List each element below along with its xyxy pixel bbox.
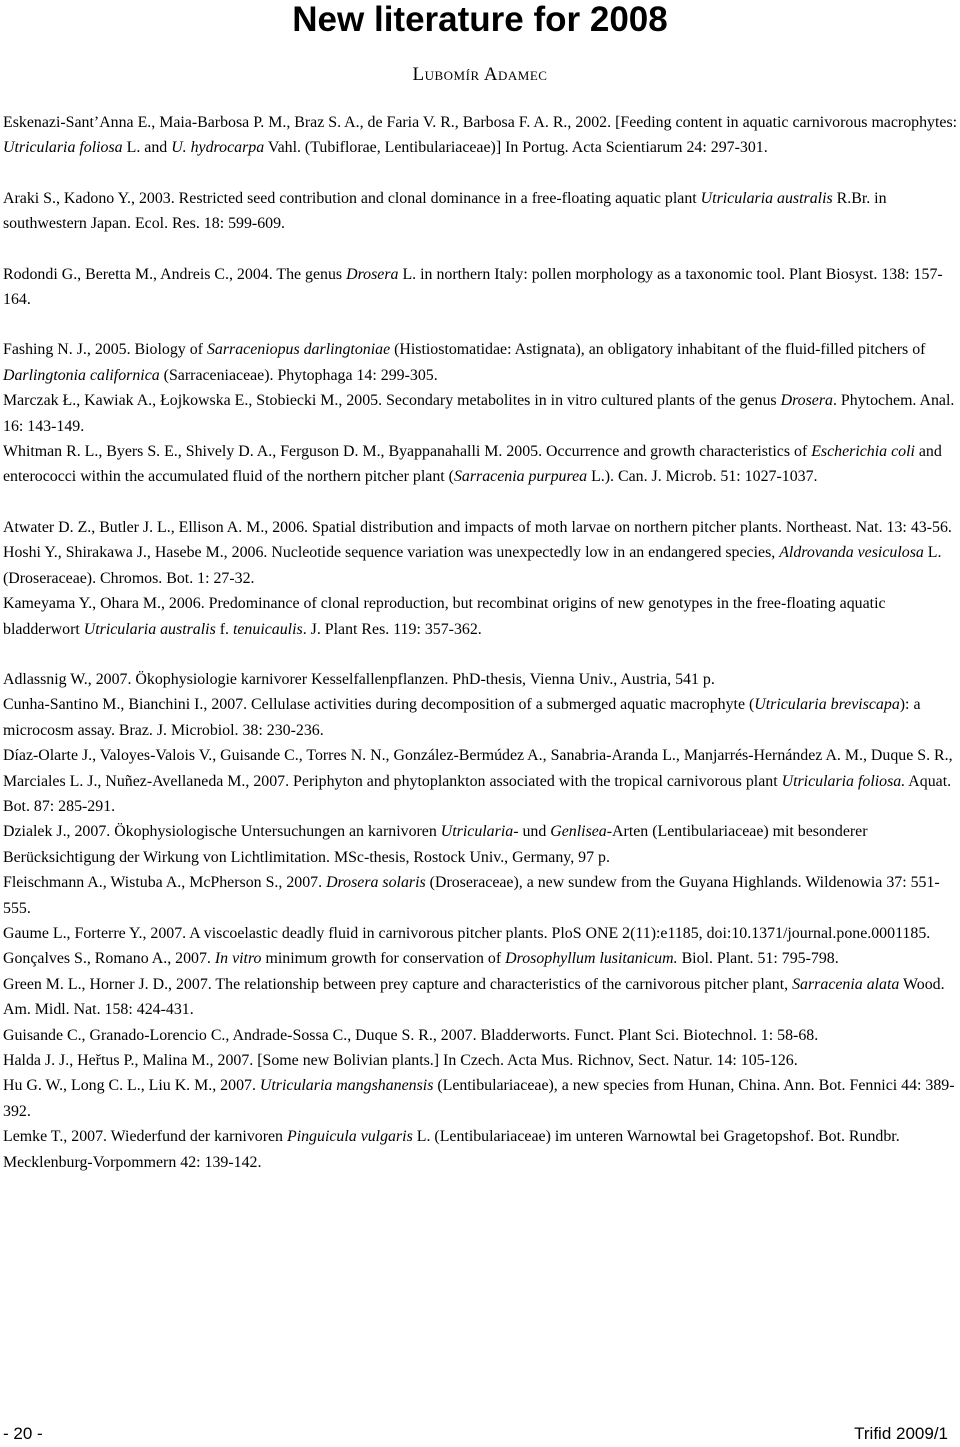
taxon-name: Drosera solaris bbox=[326, 874, 426, 892]
author-name: Lubomír Adamec bbox=[412, 64, 548, 85]
taxon-name: Utricularia mangshanensis bbox=[259, 1077, 434, 1095]
reference-text: Guisande C., Granado-Lorencio C., Andrade-Sossa C., Duque S. R., 2007. Bladderworts. Funct. Plant Sci. Biotechnol. 1: 58-68. bbox=[3, 1026, 819, 1044]
reference-entry bbox=[3, 972, 958, 1023]
reference-text: Adlassnig W., 2007. Ökophysiologie karnivorer Kesselfallenpflanzen. PhD-thesis, Vienna Univ., Austria, 541 p. bbox=[3, 670, 715, 688]
reference-text: Rodondi G., Beretta M., Andreis C., 2004. The genus bbox=[3, 265, 347, 283]
reference-text: L. (Lentibulariaceae) im unteren Warnowtal bei Gragetopshof. Bot. Rundbr. Mecklenburg-Vorpommern 42: 139-142. bbox=[3, 1128, 900, 1171]
page-footer bbox=[0, 1424, 960, 1446]
reference-entry bbox=[3, 110, 958, 161]
reference-text: (Droseraceae), a new sundew from the Guyana Highlands. Wildenowia 37: 551-555. bbox=[3, 874, 940, 917]
taxon-name: Aldrovanda vesiculosa bbox=[779, 544, 924, 562]
taxon-name: Utricularia bbox=[440, 823, 514, 841]
reference-text: Marczak Ł., Kawiak A., Łojkowska E., Stobiecki M., 2005. Secondary metabolites in in vitro cultured plants of the genus bbox=[3, 392, 781, 410]
reference-text: Gonçalves S., Romano A., 2007. bbox=[3, 950, 215, 968]
reference-text: Lemke T., 2007. Wiederfund der karnivoren bbox=[3, 1128, 287, 1146]
reference-entry bbox=[3, 337, 958, 388]
taxon-name: In vitro bbox=[214, 950, 262, 968]
reference-text: Gaume L., Forterre Y., 2007. A viscoelastic deadly fluid in carnivorous pitcher plants. PloS ONE 2(11):e1185, doi:10.1371/journal.pone.0001185. bbox=[3, 924, 931, 942]
reference-text: (Sarraceniaceae). Phytophaga 14: 299-305. bbox=[159, 366, 438, 384]
reference-text: Fleischmann A., Wistuba A., McPherson S., 2007. bbox=[3, 874, 327, 892]
reference-list bbox=[3, 110, 958, 1175]
reference-entry bbox=[3, 439, 958, 490]
reference-text: Halda J. J., Heřtus P., Malina M., 2007. [Some new Bolivian plants.] In Czech. Acta Mus. Richnov, Sect. Natur. 14: 105-126. bbox=[3, 1052, 798, 1069]
taxon-name: tenuicaulis bbox=[232, 620, 303, 638]
reference-text: Kameyama Y., Ohara M., 2006. Predominance of clonal reproduction, but recombinat origins of new genotypes in the free-floating aquatic bladderwort bbox=[3, 595, 886, 638]
reference-text: (Histiostomatidae: Astignata), an obligatory inhabitant of the fluid-filled pitchers of bbox=[390, 341, 926, 359]
reference-text: Cunha-Santino M., Bianchini I., 2007. Cellulase activities during decomposition of a submerged aquatic macrophyte ( bbox=[3, 696, 755, 714]
page-number: - 20 - bbox=[3, 1424, 43, 1443]
reference-entry bbox=[3, 743, 958, 819]
reference-entry bbox=[3, 1073, 958, 1124]
taxon-name: Drosera bbox=[780, 392, 833, 410]
reference-text: L. (Droseraceae). Chromos. Bot. 1: 27-32. bbox=[3, 544, 942, 587]
reference-text: minimum growth for conservation of bbox=[261, 950, 506, 968]
reference-text: (Lentibulariaceae), a new species from Hunan, China. Ann. Bot. Fennici 44: 389-392. bbox=[3, 1077, 955, 1120]
reference-entry bbox=[3, 667, 958, 692]
taxon-name: Sarraceniopus darlingtoniae bbox=[206, 341, 391, 359]
taxon-name: Sarracenia purpurea bbox=[453, 468, 588, 486]
journal-issue: Trifid 2009/1 bbox=[854, 1424, 948, 1443]
reference-text: . Phytochem. Anal. 16: 143-149. bbox=[3, 392, 955, 435]
reference-text: Green M. L., Horner J. D., 2007. The relationship between prey capture and characteristics of the carnivorous pitcher plant, bbox=[3, 975, 793, 993]
reference-text: Eskenazi-Sant’Anna E., Maia-Barbosa P. M., Braz S. A., de Faria V. R., Barbosa F. A. R., 2002. [Feeding content in aquatic carnivorous macrophytes: bbox=[3, 114, 958, 131]
taxon-name: Utricularia australis bbox=[83, 620, 216, 638]
taxon-name: Escherichia coli bbox=[811, 443, 915, 461]
reference-text: Hu G. W., Long C. L., Liu K. M., 2007. bbox=[3, 1077, 260, 1095]
reference-text: Aquat. Bot. 87: 285-291. bbox=[3, 772, 952, 815]
reference-entry bbox=[3, 870, 958, 921]
reference-text: -Arten (Lentibulariaceae) mit besonderer Berücksichtigung der Wirkung von Lichtlimitation. MSc-thesis, Rostock Univ., Germany, 97 p. bbox=[3, 823, 868, 866]
reference-entry bbox=[3, 1048, 958, 1073]
reference-entry bbox=[3, 946, 958, 971]
reference-text: Whitman R. L., Byers S. E., Shively D. A., Ferguson D. M., Byappanahalli M. 2005. Occurrence and growth characteristics of bbox=[3, 443, 812, 461]
taxon-name: Utricularia foliosa bbox=[3, 139, 123, 157]
reference-entry bbox=[3, 591, 958, 642]
reference-text: - und bbox=[513, 823, 551, 841]
reference-entry bbox=[3, 540, 958, 591]
reference-entry bbox=[3, 1023, 958, 1048]
reference-text: R.Br. in southwestern Japan. Ecol. Res. 18: 599-609. bbox=[3, 189, 887, 233]
reference-text: and enterococci within the accumulated fluid of the northern pitcher plant ( bbox=[3, 443, 942, 486]
reference-entry bbox=[3, 1124, 958, 1175]
reference-entry bbox=[3, 262, 958, 313]
reference-text: L.). Can. J. Microb. 51: 1027-1037. bbox=[587, 468, 818, 486]
taxon-name: Drosophyllum lusitanicum. bbox=[505, 950, 678, 968]
reference-text: Wood. Am. Midl. Nat. 158: 424-431. bbox=[3, 975, 945, 1019]
taxon-name: U. hydrocarpa bbox=[171, 139, 265, 157]
reference-entry bbox=[3, 515, 958, 540]
reference-entry bbox=[3, 921, 958, 946]
reference-text: L. in northern Italy: pollen morphology as a taxonomic tool. Plant Biosyst. 138: 157-164. bbox=[3, 265, 943, 309]
reference-text: L. and bbox=[122, 139, 172, 157]
taxon-name: Darlingtonia californica bbox=[3, 366, 160, 384]
reference-text: . J. Plant Res. 119: 357-362. bbox=[302, 620, 482, 638]
reference-text: Díaz-Olarte J., Valoyes-Valois V., Guisande C., Torres N. N., González-Bermúdez A., Sanabria-Aranda L., Manjarrés-Hernández A. M., Duque S. R., Marciales L. J., Nuñez-Avellaneda M., 2007. Periphyton and phytoplankton associated with the tropical carnivorous plant bbox=[3, 747, 953, 790]
reference-entry bbox=[3, 186, 958, 237]
taxon-name: Sarracenia alata bbox=[792, 975, 900, 993]
reference-text: f. bbox=[215, 620, 233, 638]
reference-text: Araki S., Kadono Y., 2003. Restricted seed contribution and clonal dominance in a free-floating aquatic plant bbox=[3, 189, 701, 207]
reference-entry bbox=[3, 692, 958, 743]
reference-text: ): a microcosm assay. Braz. J. Microbiol. 38: 230-236. bbox=[3, 696, 921, 739]
reference-entry bbox=[3, 819, 958, 870]
taxon-name: Pinguicula vulgaris bbox=[286, 1128, 413, 1146]
reference-text: Fashing N. J., 2005. Biology of bbox=[3, 341, 207, 359]
reference-text: Vahl. (Tubiflorae, Lentibulariaceae)] In Portug. Acta Scientiarum 24: 297-301. bbox=[264, 139, 768, 157]
reference-text: Biol. Plant. 51: 795-798. bbox=[677, 950, 839, 968]
reference-text: Hoshi Y., Shirakawa J., Hasebe M., 2006. Nucleotide sequence variation was unexpectedly low in an endangered species, bbox=[3, 544, 780, 562]
page-title: New literature for 2008 bbox=[292, 0, 668, 39]
taxon-name: Utricularia breviscapa bbox=[754, 696, 900, 714]
taxon-name: Utricularia australis bbox=[700, 189, 833, 207]
reference-text: Atwater D. Z., Butler J. L., Ellison A. M., 2006. Spatial distribution and impacts of moth larvae on northern pitcher plants. Northeast. Nat. 13: 43-56. bbox=[3, 518, 952, 536]
taxon-name: Genlisea bbox=[550, 823, 607, 841]
taxon-name: Drosera bbox=[346, 265, 399, 283]
reference-text: Dzialek J., 2007. Ökophysiologische Untersuchungen an karnivoren bbox=[3, 823, 441, 841]
reference-entry bbox=[3, 388, 958, 439]
taxon-name: Utricularia foliosa. bbox=[781, 772, 906, 790]
